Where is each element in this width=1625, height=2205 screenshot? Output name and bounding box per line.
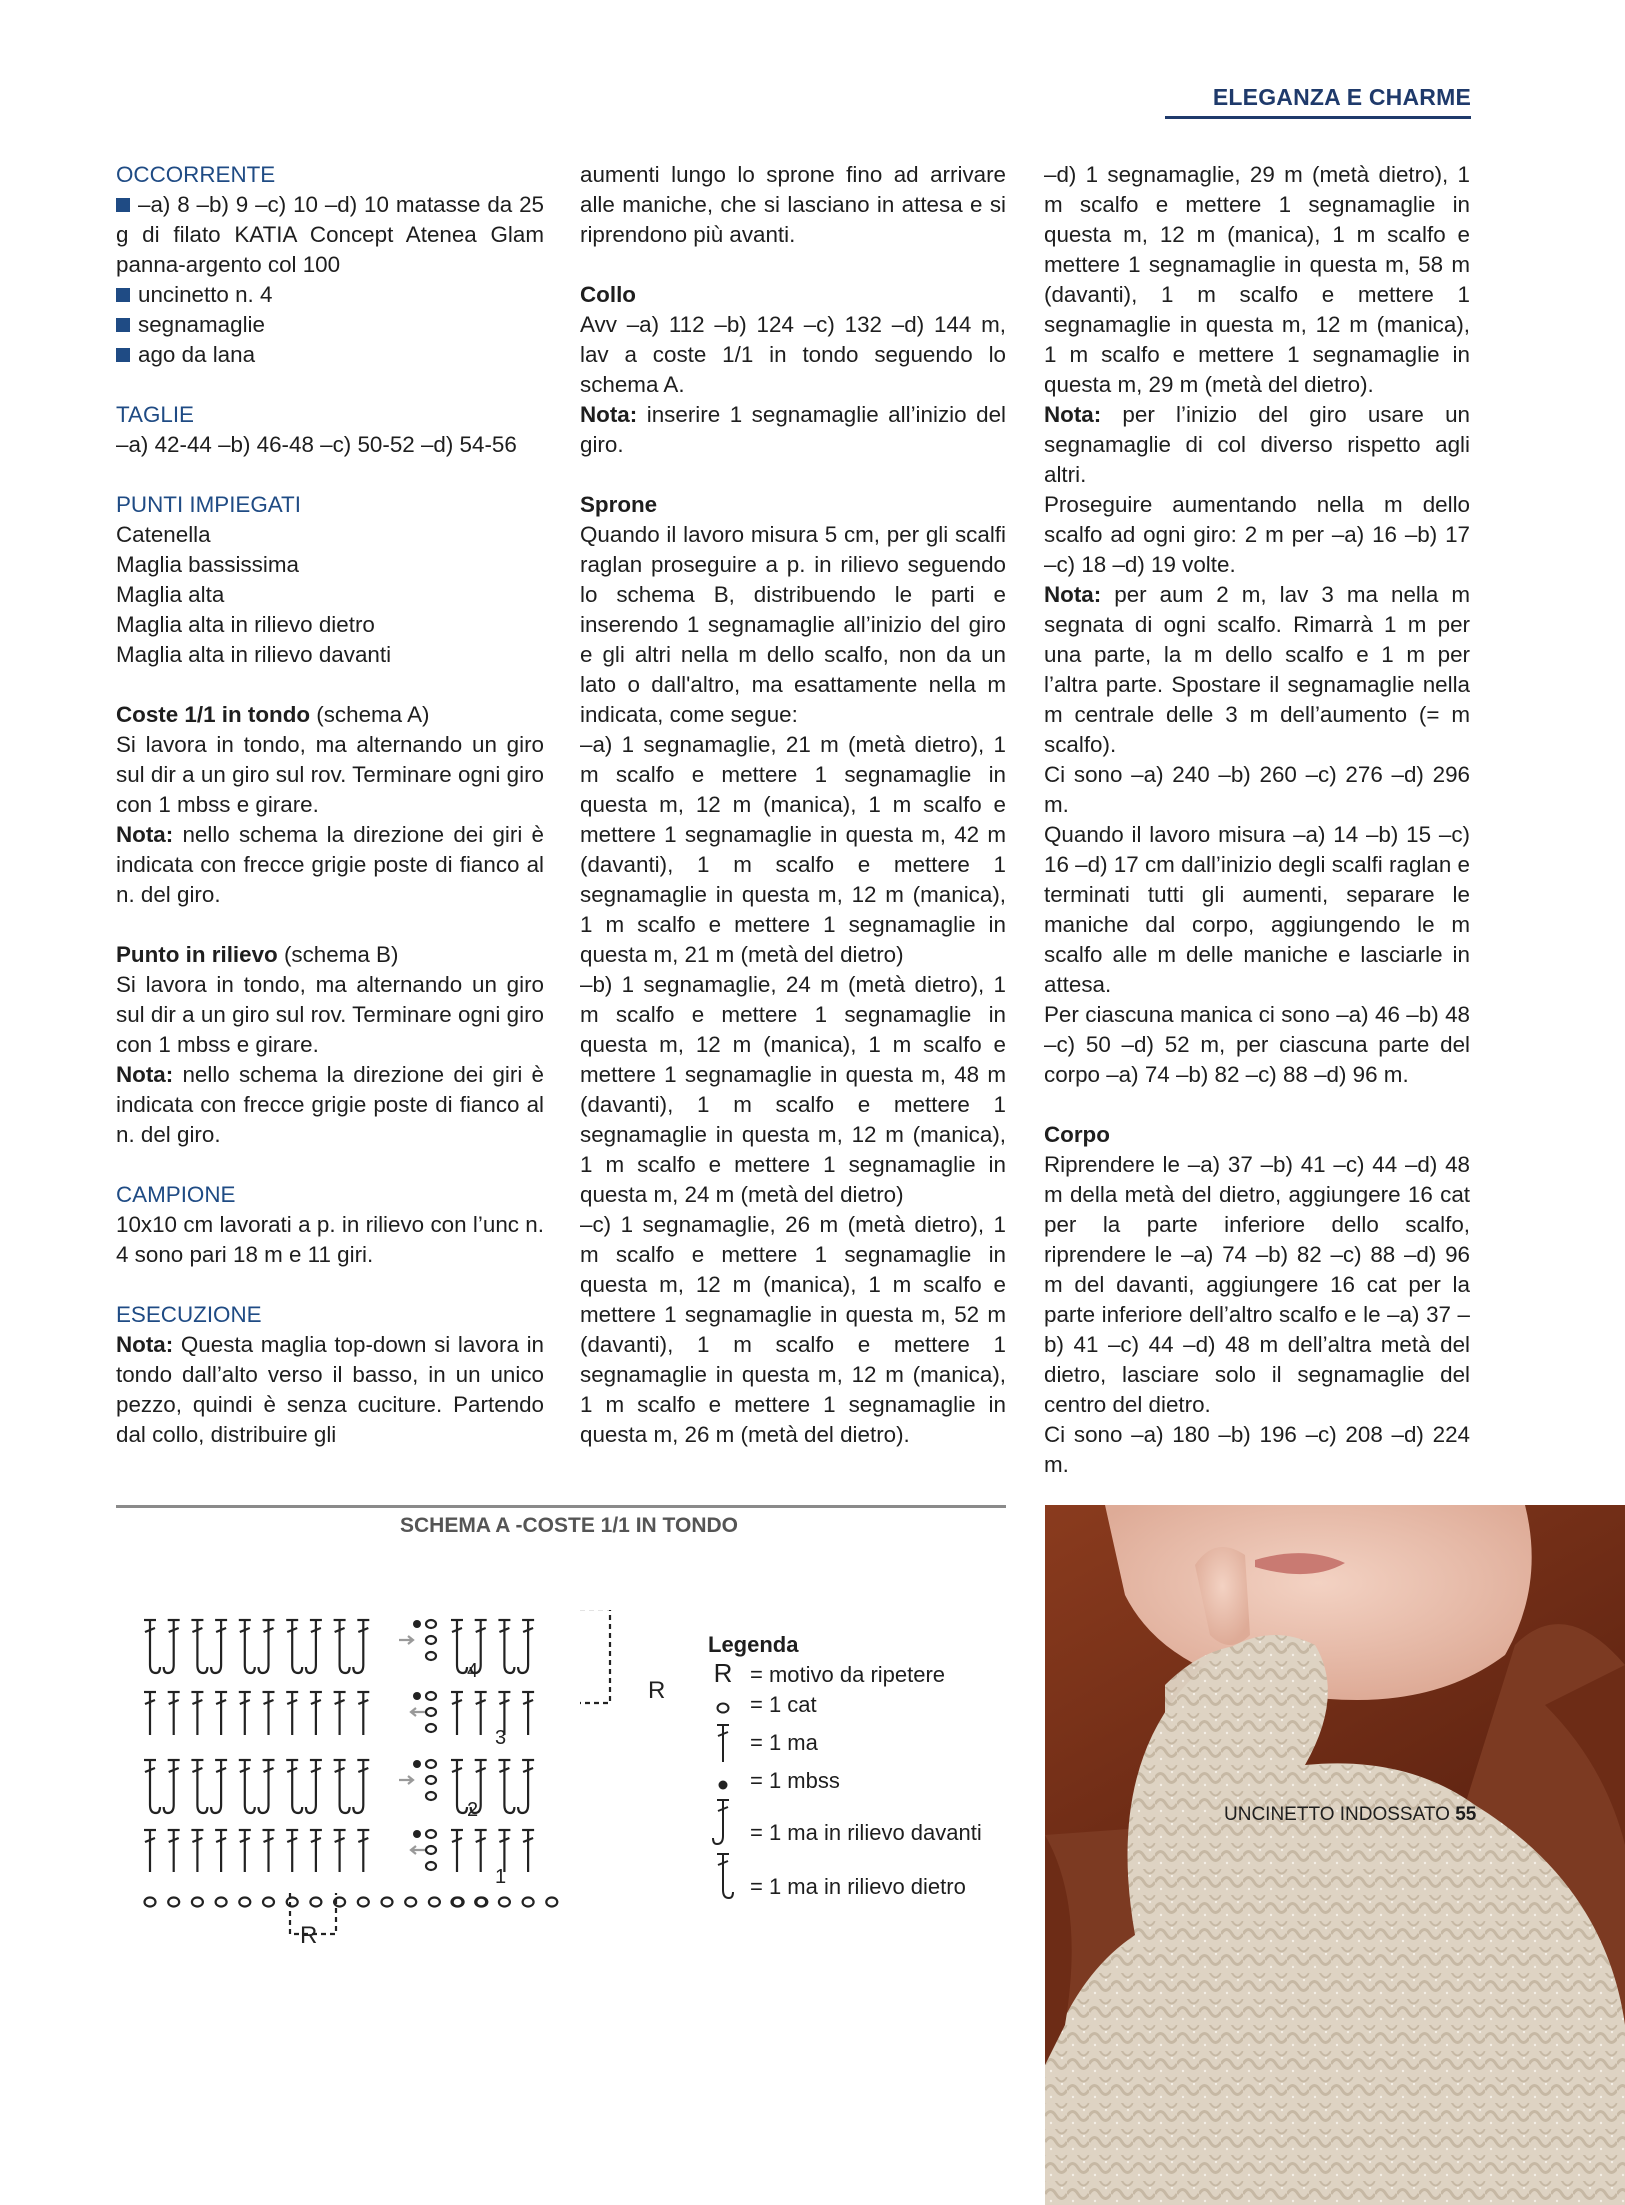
taglie-text: –a) 42-44 –b) 46-48 –c) 50-52 –d) 54-56	[116, 432, 517, 457]
chart-stitch-row2	[191, 1760, 207, 1813]
corpo-heading: Corpo	[1044, 1122, 1110, 1147]
sprone-size-b: –b) 1 segnamaglie, 24 m (metà dietro), 1 m scalfo e mettere 1 segnamaglie in questa m, 12 m (manica), 1 m scalfo e mettere 1 segnamaglie in questa m, 48 m (davanti), 1 m scalfo e mettere 1 segnamaglie in questa m, 12 m (manica), 1 m scalfo e mettere 1 segnamaglie in questa m, 24 m (metà del dietro)	[580, 972, 1006, 1207]
chart-stitch-row1	[263, 1830, 275, 1872]
foundation-chain	[263, 1898, 274, 1907]
rilievo-text: Si lavora in tondo, ma alternando un giro sul dir a un giro sul rov. Terminare ogni giro con 1 mbss e girare.	[116, 972, 544, 1057]
chart-stitch-row1	[239, 1830, 251, 1872]
chain-mark	[426, 1692, 436, 1700]
chart-stitch-row2	[334, 1760, 350, 1813]
chart-stitch-row4	[306, 1620, 322, 1673]
rilievo-heading: Punto in rilievo (schema B)	[116, 942, 399, 967]
chain-mark	[426, 1760, 436, 1768]
bullet-square-icon	[116, 198, 130, 212]
chain-mark	[426, 1862, 436, 1870]
section-header: ELEGANZA E CHARME	[1212, 84, 1471, 110]
front-post-dc-symbol-icon	[708, 1796, 738, 1848]
chain-mark	[426, 1620, 436, 1628]
collo-text: Avv –a) 112 –b) 124 –c) 132 –d) 144 m, lav a coste 1/1 in tondo seguendo lo schema A.	[580, 312, 1006, 397]
punto-item: Maglia bassissima	[116, 552, 299, 577]
chart-stitch-row3	[191, 1692, 203, 1735]
chart-stitch-row2	[286, 1760, 302, 1813]
chart-stitch-row1	[522, 1830, 534, 1872]
chart-stitch-row1	[357, 1830, 369, 1872]
row-number-3: 3	[495, 1727, 507, 1749]
occorrente-item: ago da lana	[116, 340, 544, 370]
chart-stitch-row4	[239, 1620, 255, 1673]
chain-mark	[426, 1830, 436, 1838]
quando-text: Quando il lavoro misura –a) 14 –b) 15 –c) 16 –d) 17 cm dall’inizio degli scalfi raglan e terminati tutti gli aumenti, separare le maniche dal corpo, aggiungendo le m scalfo alle m delle maniche e lasciarle in attesa.	[1044, 822, 1470, 997]
foundation-chain	[287, 1898, 298, 1907]
chart-stitch-row2	[211, 1760, 227, 1813]
column-1	[116, 160, 544, 1450]
per-ciascuna-text: Per ciascuna manica ci sono –a) 46 –b) 48 –c) 50 –d) 52 m, per ciascuna parte del corpo –a) 74 –b) 82 –c) 88 –d) 96 m.	[1044, 1002, 1470, 1087]
taglie-heading: TAGLIE	[116, 402, 194, 427]
chart-stitch-row4	[518, 1620, 534, 1673]
occorrente-heading: OCCORRENTE	[116, 162, 276, 187]
chart-stitch-row4	[259, 1620, 275, 1673]
direction-arrow-left	[411, 1846, 425, 1854]
magazine-name: UNCINETTO INDOSSATO	[1224, 1804, 1450, 1825]
slip-stitch-symbol-icon	[708, 1772, 738, 1792]
coste-nota: Nota: nello schema la direzione dei giri è indicata con frecce grigie poste di fianco al n. del giro.	[116, 822, 544, 907]
header-rule	[1165, 116, 1471, 119]
page-footer	[1224, 1804, 1476, 1826]
chart-stitch-row3	[334, 1692, 346, 1735]
intro-text: aumenti lungo lo sprone fino ad arrivare alle maniche, che si lasciano in attesa e si riprendono più avanti.	[580, 162, 1006, 247]
foundation-chain	[523, 1898, 534, 1907]
collo-nota: Nota: inserire 1 segnamaglie all’inizio del giro.	[580, 402, 1006, 457]
chain-symbol-icon	[708, 1696, 738, 1716]
rilievo-nota: Nota: nello schema la direzione dei giri è indicata con frecce grigie poste di fianco al n. del giro.	[116, 1062, 544, 1147]
foundation-chain	[310, 1898, 321, 1907]
model-photo	[1045, 1505, 1625, 2205]
bullet-square-icon	[116, 288, 130, 302]
slip-stitch-mark	[413, 1692, 421, 1700]
column-2	[580, 160, 1006, 1450]
chart-stitch-row3	[263, 1692, 275, 1735]
foundation-chain	[429, 1898, 440, 1907]
chart-stitch-row1	[451, 1830, 463, 1872]
chart-stitch-row2	[353, 1760, 369, 1813]
chart-stitch-row4	[353, 1620, 369, 1673]
chart-stitch-row4	[498, 1620, 514, 1673]
repeat-symbol-icon: R	[713, 1658, 733, 1688]
corpo-text: Riprendere le –a) 37 –b) 41 –c) 44 –d) 48 m della metà del dietro, aggiungere 16 cat per la parte inferiore dello scalfo, riprendere le –a) 74 –b) 82 –c) 88 –d) 96 m del davanti, aggiungere 16 cat per la parte inferiore dell’altro scalfo e le –a) 37 –b) 41 –c) 44 –d) 48 m dell’altra metà del dietro, lasciare solo il segnamaglie del centro del dietro.	[1044, 1152, 1470, 1417]
row-number-2: 2	[467, 1799, 479, 1821]
chart-stitch-row2	[518, 1760, 534, 1813]
nota-inizio-giro: Nota: per l’inizio del giro usare un segnamaglie di col diverso rispetto agli altri.	[1044, 402, 1470, 487]
collo-heading: Collo	[580, 282, 636, 307]
punto-item: Maglia alta in rilievo dietro	[116, 612, 375, 637]
chain-mark	[426, 1708, 436, 1716]
foundation-chain	[168, 1898, 179, 1907]
campione-heading: CAMPIONE	[116, 1182, 236, 1207]
repeat-bracket-right	[580, 1610, 610, 1703]
bullet-square-icon	[116, 348, 130, 362]
chart-stitch-row4	[286, 1620, 302, 1673]
chart-stitch-row3	[310, 1692, 322, 1735]
coste-text: Si lavora in tondo, ma alternando un giro sul dir a un giro sul rov. Terminare ogni giro con 1 mbss e girare.	[116, 732, 544, 817]
sprone-size-c: –c) 1 segnamaglie, 26 m (metà dietro), 1 m scalfo e mettere 1 segnamaglie in questa m, 12 m (manica), 1 m scalfo e mettere 1 segnamaglie in questa m, 52 m (davanti), 1 m scalfo e mettere 1 segnamaglie in questa m, 12 m (manica), 1 m scalfo e mettere 1 segnamaglie in questa m, 26 m (metà del dietro).	[580, 1212, 1006, 1447]
foundation-chain	[382, 1898, 393, 1907]
punto-item: Catenella	[116, 522, 211, 547]
chart-stitch-row2	[306, 1760, 322, 1813]
esecuzione-text: Nota: Questa maglia top-down si lavora in tondo dall’alto verso il basso, in un unico pezzo, quindi è senza cuciture. Partendo dal collo, distribuire gli	[116, 1332, 544, 1447]
foundation-chain	[358, 1898, 369, 1907]
chart-stitch-row3	[144, 1692, 156, 1735]
prosegue-text: Proseguire aumentando nella m dello scalfo ad ogni giro: 2 m per –a) 16 –b) 17 –c) 18 –d) 19 volte.	[1044, 492, 1470, 577]
back-post-dc-symbol-icon	[708, 1850, 738, 1902]
foundation-chain	[405, 1898, 416, 1907]
legend-title: Legenda	[708, 1632, 799, 1657]
chain-mark	[426, 1724, 436, 1732]
chart-stitch-row4	[334, 1620, 350, 1673]
sprone-size-d: –d) 1 segnamaglie, 29 m (metà dietro), 1 m scalfo e mettere 1 segnamaglie in questa m, 12 m (manica), 1 m scalfo e mettere 1 segnamaglie in questa m, 58 m (davanti), 1 m scalfo e mettere 1 segnamaglie in questa m, 12 m (manica), 1 m scalfo e mettere 1 segnamaglie in questa m, 29 m (metà del dietro).	[1044, 162, 1470, 397]
foundation-chain	[546, 1898, 557, 1907]
chart-stitch-row1	[310, 1830, 322, 1872]
occorrente-item: segnamaglie	[116, 310, 544, 340]
row-number-4: 4	[467, 1660, 479, 1682]
chart-stitch-row1	[334, 1830, 346, 1872]
chart-stitch-row2	[239, 1760, 255, 1813]
page-number: 55	[1455, 1804, 1477, 1825]
chart-stitch-row2	[498, 1760, 514, 1813]
chart-stitch-row3	[357, 1692, 369, 1735]
punti-heading: PUNTI IMPIEGATI	[116, 492, 301, 517]
punto-item: Maglia alta in rilievo davanti	[116, 642, 392, 667]
chart-stitch-row3	[451, 1692, 463, 1735]
chart-stitch-row2	[451, 1760, 467, 1813]
ci-sono-text: Ci sono –a) 240 –b) 260 –c) 276 –d) 296 m.	[1044, 762, 1470, 817]
chart-stitch-row4	[451, 1620, 467, 1673]
schema-rule	[116, 1505, 1006, 1508]
nota-aumenti: Nota: per aum 2 m, lav 3 ma nella m segnata di ogni scalfo. Rimarrà 1 m per una parte, la m dello scalfo e 1 m per l’altra parte. Spostare il segnamaglie nella m centrale delle 3 m dell’aumento (= m scalfo).	[1044, 582, 1470, 757]
punto-item: Maglia alta	[116, 582, 225, 607]
foundation-chain	[216, 1898, 227, 1907]
chart-stitch-row2	[164, 1760, 180, 1813]
sprone-size-a: –a) 1 segnamaglie, 21 m (metà dietro), 1 m scalfo e mettere 1 segnamaglie in questa m, 12 m (manica), 1 m scalfo e mettere 1 segnamaglie in questa m, 42 m (davanti), 1 m scalfo e mettere 1 segnamaglie in questa m, 12 m (manica), 1 m scalfo e mettere 1 segnamaglie in questa m, 21 m (metà del dietro)	[580, 732, 1006, 967]
foundation-chain	[239, 1898, 250, 1907]
foundation-chain	[145, 1898, 156, 1907]
chain-mark	[426, 1636, 436, 1644]
chart-stitch-row1	[191, 1830, 203, 1872]
chart-stitch-row4	[191, 1620, 207, 1673]
chart-stitch-row1	[144, 1830, 156, 1872]
occorrente-item: uncinetto n. 4	[116, 280, 544, 310]
chart-stitch-row4	[164, 1620, 180, 1673]
ci-sono-final: Ci sono –a) 180 –b) 196 –c) 208 –d) 224 m.	[1044, 1422, 1470, 1477]
chart-stitch-row1	[286, 1830, 298, 1872]
chain-mark	[426, 1792, 436, 1800]
chart-stitch-row4	[211, 1620, 227, 1673]
schema-title: SCHEMA A -COSTE 1/1 IN TONDO	[400, 1514, 738, 1537]
column-3	[1044, 160, 1470, 1480]
chart-stitch-row4	[144, 1620, 160, 1673]
foundation-chain	[192, 1898, 203, 1907]
chart-stitch-row1	[215, 1830, 227, 1872]
chart-stitch-row3	[475, 1692, 487, 1735]
campione-text: 10x10 cm lavorati a p. in rilievo con l’unc n. 4 sono pari 18 m e 11 giri.	[116, 1212, 544, 1267]
bullet-square-icon	[116, 318, 130, 332]
esecuzione-heading: ESECUZIONE	[116, 1302, 262, 1327]
chart-stitch-row1	[168, 1830, 180, 1872]
chain-mark	[426, 1652, 436, 1660]
direction-arrow-left	[411, 1708, 425, 1716]
repeat-label-bottom: R	[300, 1922, 318, 1949]
occorrente-item: –a) 8 –b) 9 –c) 10 –d) 10 matasse da 25 g di filato KATIA Concept Atenea Glam panna-argento col 100	[116, 192, 544, 277]
chart-stitch-row3	[215, 1692, 227, 1735]
repeat-label-right: R	[648, 1677, 666, 1704]
crochet-chart	[140, 1610, 680, 1950]
slip-stitch-mark	[413, 1830, 421, 1838]
chain-mark	[426, 1846, 436, 1854]
chart-stitch-row3	[168, 1692, 180, 1735]
legend: Legenda R = motivo da ripetere = 1 cat = 1 ma = 1 mbss = 1 ma in rilievo davanti = 1 ma in rilievo dietro	[708, 1630, 798, 1660]
chart-stitch-row3	[239, 1692, 251, 1735]
coste-heading: Coste 1/1 in tondo (schema A)	[116, 702, 430, 727]
chain-mark	[426, 1776, 436, 1784]
double-crochet-symbol-icon	[708, 1720, 738, 1764]
slip-stitch-mark	[413, 1620, 421, 1628]
direction-arrow-right	[399, 1776, 413, 1784]
sweater-photo-illustration	[1045, 1505, 1625, 2205]
direction-arrow-right	[399, 1636, 413, 1644]
foundation-chain	[499, 1898, 510, 1907]
chart-stitch-row2	[259, 1760, 275, 1813]
sprone-text: Quando il lavoro misura 5 cm, per gli scalfi raglan proseguire a p. in rilievo seguendo lo schema B, distribuendo le parti e inserendo 1 segnamaglie all’inizio del giro e gli altri nella m dello scalfo, non da un lato o dall'altro, ma esattamente nella m indicata, come segue:	[580, 522, 1006, 727]
chart-stitch-row1	[475, 1830, 487, 1872]
chart-stitch-row3	[286, 1692, 298, 1735]
slip-stitch-mark	[413, 1760, 421, 1768]
chart-stitch-row3	[522, 1692, 534, 1735]
row-number-1: 1	[495, 1866, 507, 1888]
chart-stitch-row2	[144, 1760, 160, 1813]
sprone-heading: Sprone	[580, 492, 658, 517]
